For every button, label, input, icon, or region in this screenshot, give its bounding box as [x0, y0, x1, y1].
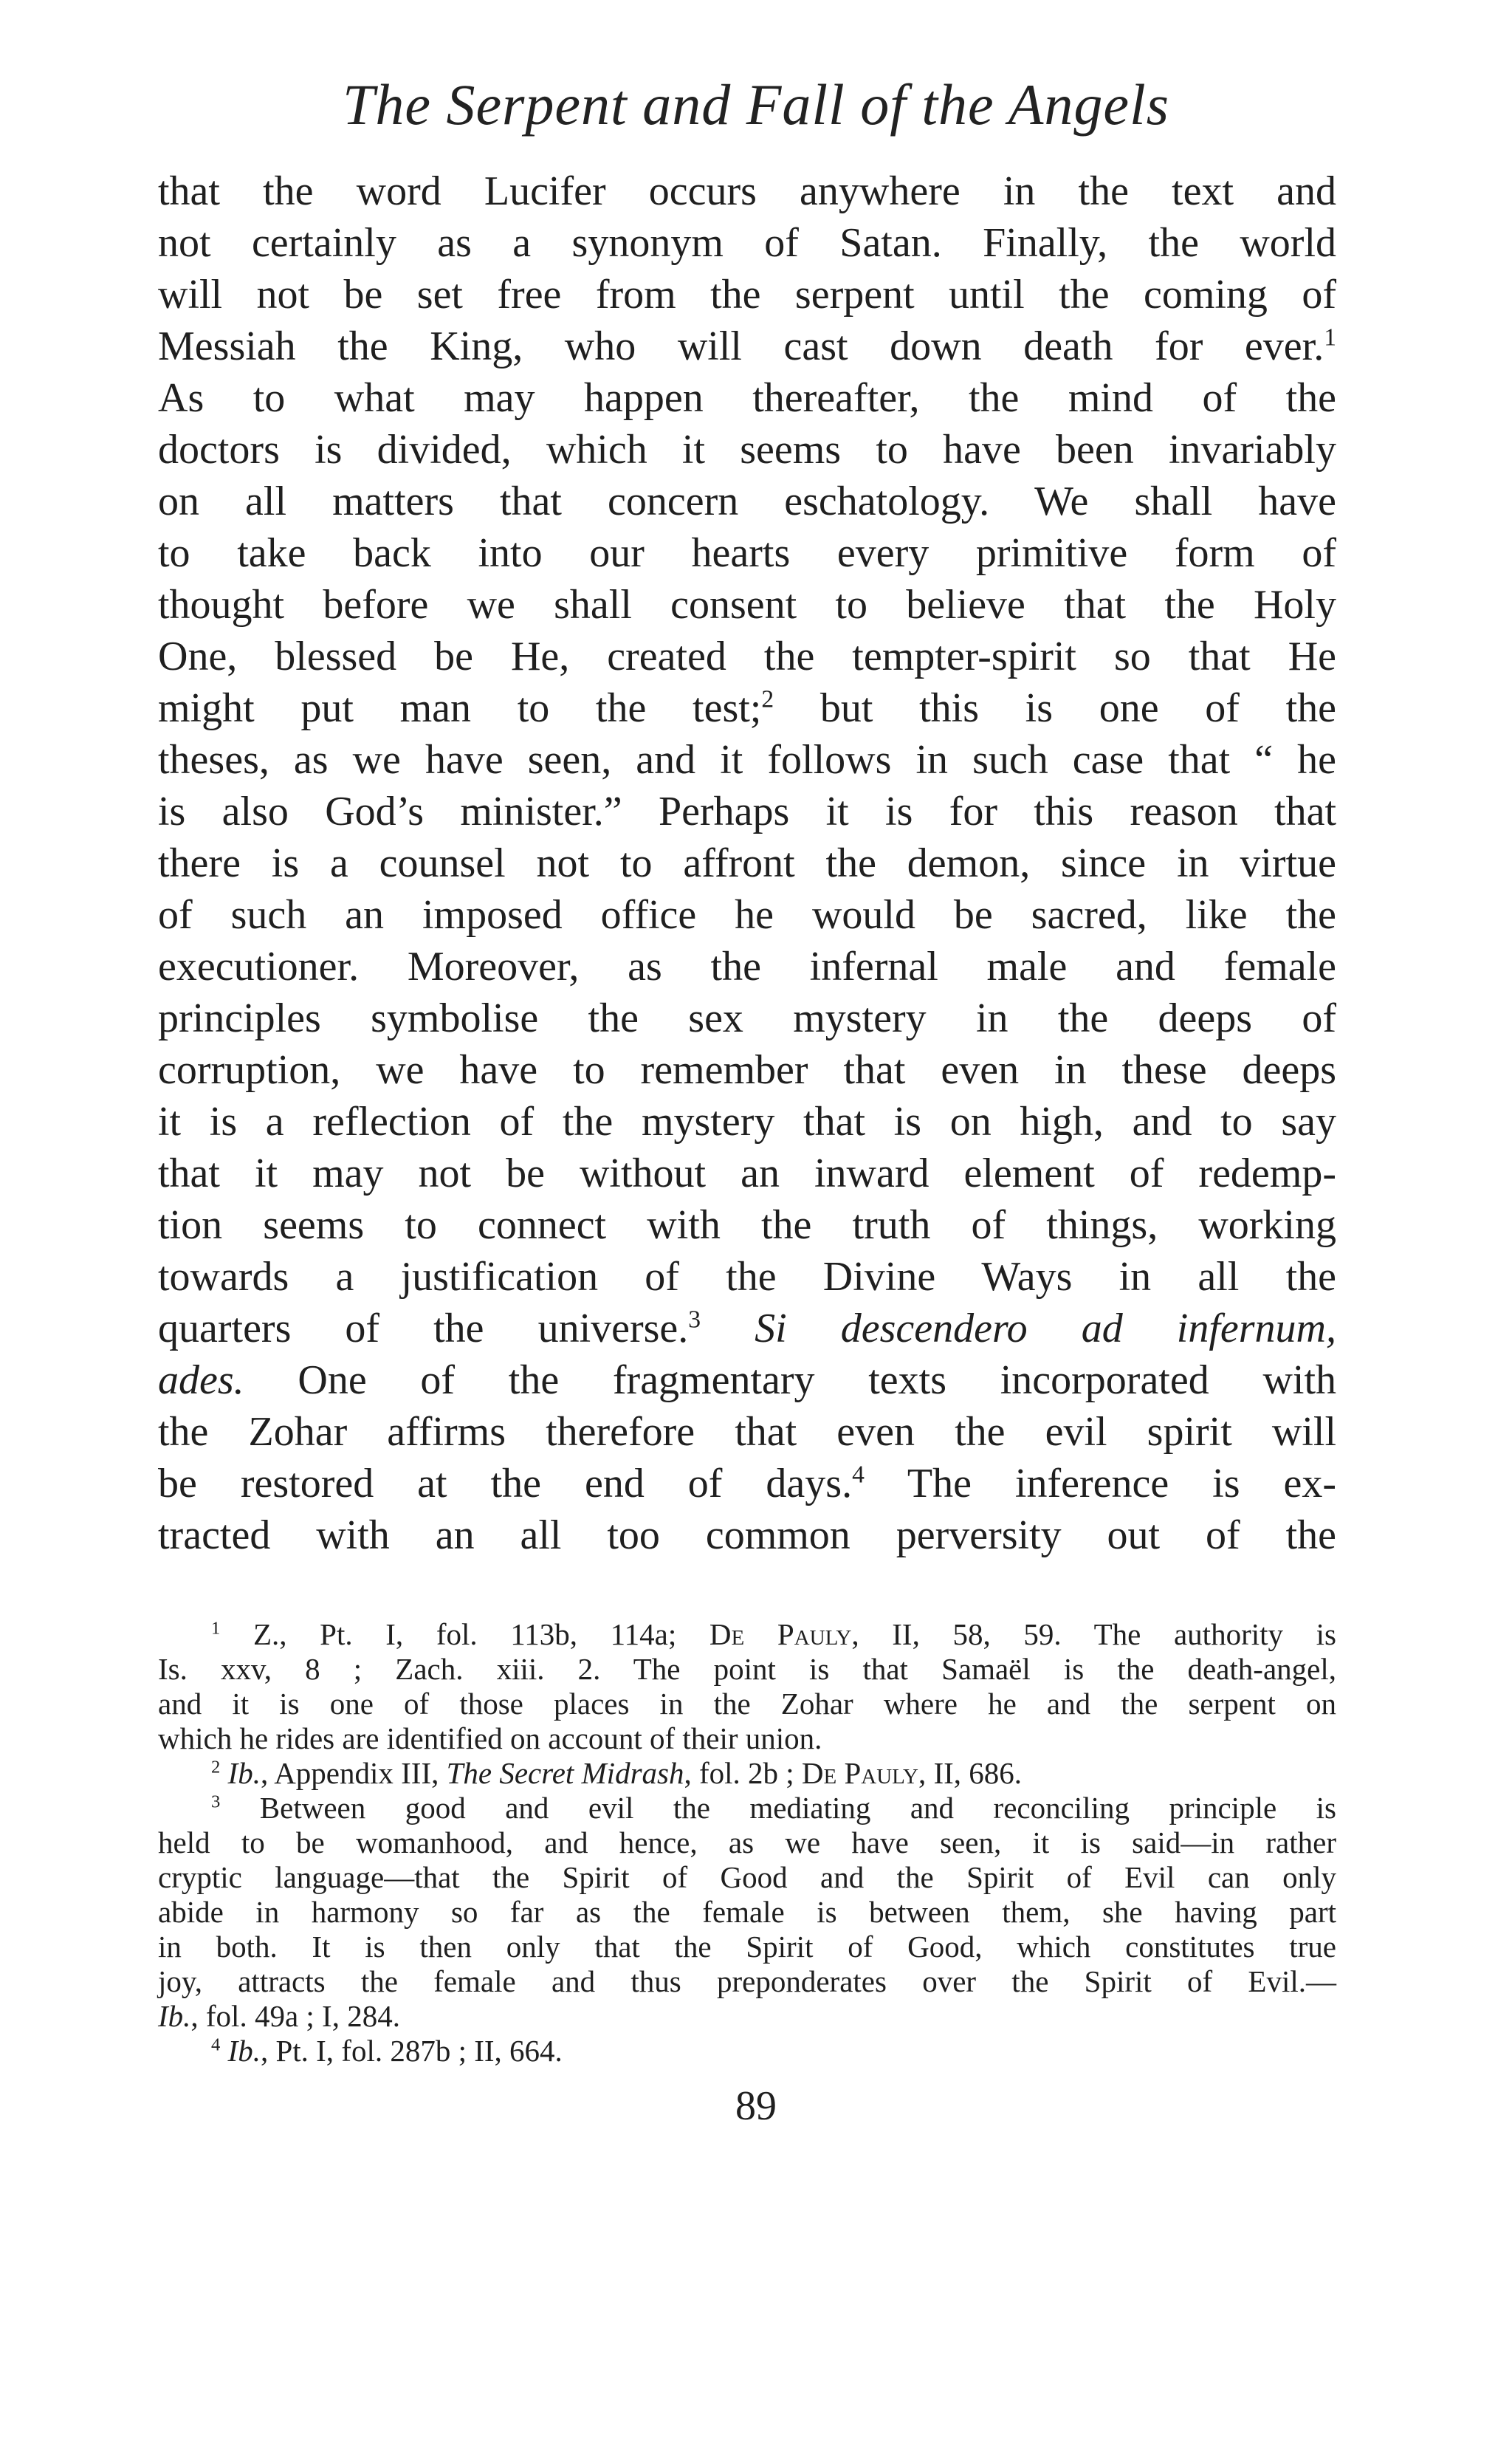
text-line: on all matters that concern eschatology. We shall have	[158, 479, 1336, 524]
footnote-line: Ib., fol. 49a ; I, 284.	[158, 1999, 400, 2033]
text-line: towards a justification of the Divine Ways in all the	[158, 1254, 1336, 1300]
text-line: tracted with an all too common perversity out of the	[158, 1512, 1336, 1558]
text-line: doctors is divided, which it seems to have been invariably	[158, 427, 1336, 473]
text-line: the Zohar affirms therefore that even the evil spirit will	[158, 1409, 1336, 1455]
text-line: not certainly as a synonym of Satan. Finally, the world	[158, 220, 1336, 266]
footnote-line: which he rides are identified on account of their union.	[158, 1721, 822, 1755]
text-line: tion seems to connect with the truth of things, working	[158, 1202, 1336, 1248]
footnote-line: Is. xxv, 8 ; Zach. xiii. 2. The point is that Samaël is the death-angel,	[158, 1652, 1336, 1686]
text-line: is also God’s minister.” Perhaps it is for this reason that	[158, 789, 1336, 834]
footnote-mark: 3	[211, 1792, 221, 1812]
page-number: 89	[735, 2083, 777, 2129]
latin-quote: Si descendero ad infernum,	[701, 1306, 1336, 1351]
text-line: ades. One of the fragmentary texts incorporated with	[158, 1357, 1336, 1403]
text-line: to take back into our hearts every primitive form of	[158, 530, 1336, 576]
text-line: Messiah the King, who will cast down death for ever.$^1$	[158, 323, 1336, 369]
text-line: As to what may happen thereafter, the mind of the	[158, 375, 1336, 421]
text-line: of such an imposed office he would be sacred, like the	[158, 892, 1336, 938]
footnote-line: in both. It is then only that the Spirit of Good, which constitutes true	[158, 1930, 1336, 1964]
body-text	[158, 165, 1336, 1561]
footnote-ref: 3	[688, 1306, 701, 1334]
latin-quote: ades.	[158, 1357, 244, 1403]
text-line: corruption, we have to remember that even in these deeps	[158, 1047, 1336, 1093]
text-line: it is a reflection of the mystery that is on high, and to say	[158, 1099, 1336, 1145]
text-line: thought before we shall consent to believe that the Holy	[158, 582, 1336, 628]
running-head: The Serpent and Fall of the Angels	[342, 72, 1170, 137]
footnote-1: $^1$ Z., Pt. I, fol. 113b, 114a; De Pauly, II, 58, 59. The authority is	[211, 1617, 1337, 1651]
text-line: will not be set free from the serpent until the coming of	[158, 272, 1336, 318]
footnote-ref: 4	[852, 1461, 865, 1489]
footnote-line: held to be womanhood, and hence, as we have seen, it is said—in rather	[158, 1825, 1336, 1859]
footnote-2: $^2$ Ib., Appendix III, The Secret Midrash, fol. 2b ; De Pauly, II, 686.	[211, 1756, 1022, 1790]
footnote-line: abide in harmony so far as the female is between them, she having part	[158, 1895, 1336, 1929]
text-line: might put man to the test;$^2$ but this is one of the	[158, 685, 1336, 731]
footnote-mark: 1	[211, 1618, 221, 1639]
text-line: that the word Lucifer occurs anywhere in the text and	[158, 168, 1336, 214]
text-line: theses, as we have seen, and it follows in such case that “ he	[158, 737, 1336, 783]
text-line: One, blessed be He, created the tempter-spirit so that He	[158, 634, 1336, 679]
footnote-ref: 1	[1324, 323, 1336, 352]
text-line: principles symbolise the sex mystery in the deeps of	[158, 995, 1336, 1041]
footnote-4: $^4$ Ib., Pt. I, fol. 287b ; II, 664.	[211, 2034, 563, 2068]
text-line: there is a counsel not to affront the demon, since in virtue	[158, 840, 1336, 886]
text-line: that it may not be without an inward element of redemp-	[158, 1151, 1336, 1196]
footnote-line: and it is one of those places in the Zohar where he and the serpent on	[158, 1687, 1336, 1721]
footnotes	[158, 1617, 1336, 2068]
text-line: executioner. Moreover, as the infernal male and female	[158, 944, 1336, 990]
text-line: be restored at the end of days.$^4$ The inference is ex-	[158, 1461, 1336, 1506]
text-line: quarters of the universe.$^3$ Si descendero ad infernum,	[158, 1306, 1336, 1351]
footnote-mark: 4	[211, 2034, 221, 2055]
footnote-line: joy, attracts the female and thus preponderates over the Spirit of Evil.—	[158, 1964, 1336, 1998]
footnote-ref: 2	[761, 685, 774, 713]
footnote-3: $^3$ Between good and evil the mediating and reconciling principle is	[211, 1791, 1336, 1825]
footnote-line: cryptic language—that the Spirit of Good and the Spirit of Evil can only	[158, 1860, 1336, 1894]
footnote-mark: 2	[211, 1757, 221, 1777]
